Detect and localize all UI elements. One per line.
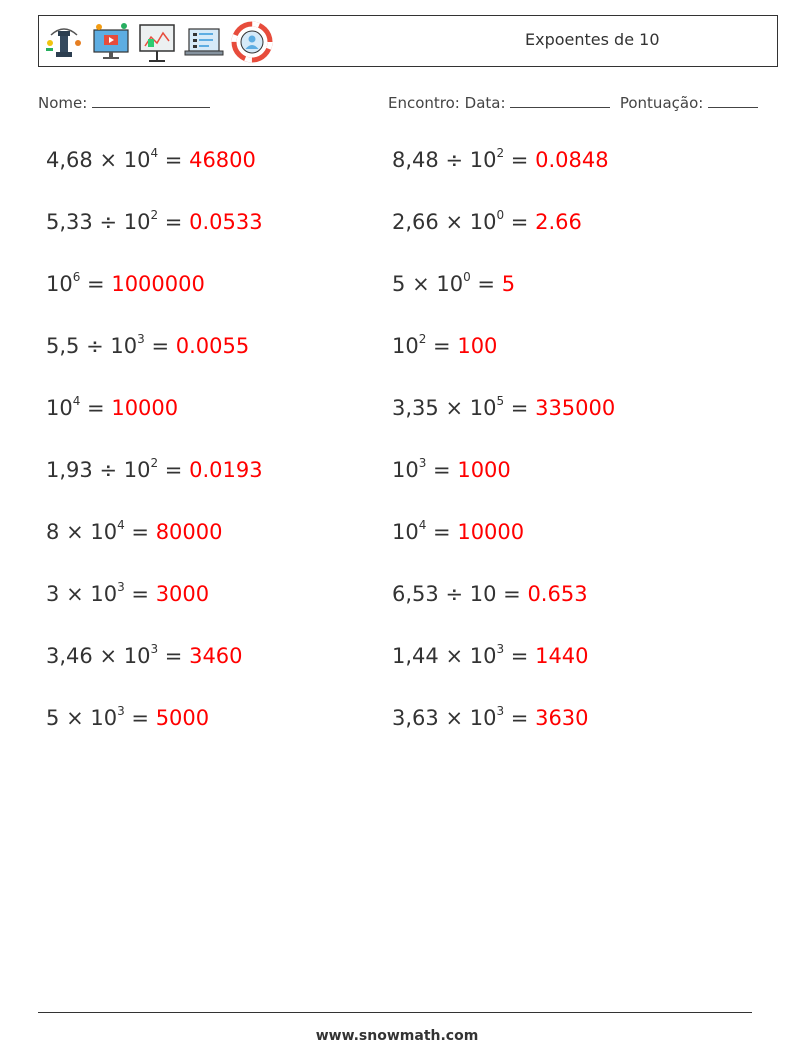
problem-base: 5,5 [46, 334, 80, 358]
exponent: 6 [72, 270, 81, 284]
power-base: 10 [123, 210, 151, 234]
problem-operator: ÷ [99, 210, 118, 234]
score-blank [708, 93, 758, 108]
problem-item: $3,35 \times 10^5 = 335000$ [392, 394, 616, 420]
power-base: 10 [90, 706, 118, 730]
video-screen-icon [91, 21, 131, 63]
answer: 335000 [535, 396, 616, 420]
answer: 5 [501, 272, 516, 296]
power-base: 10 [469, 582, 497, 606]
answer: 2.66 [535, 210, 582, 234]
answer: 0.0533 [189, 210, 263, 234]
problem-item: $10^3 = 1000$ [392, 456, 511, 482]
answer: 46800 [189, 148, 256, 172]
power-base: 10 [110, 334, 138, 358]
problem-operator: × [445, 644, 464, 668]
power-base: 10 [392, 520, 419, 544]
problem-operator: × [66, 582, 84, 606]
problem-base: 5,33 [46, 210, 93, 234]
problem-operator: × [445, 396, 464, 420]
header-box [38, 15, 778, 67]
exponent: 2 [418, 332, 427, 346]
problem-item: $8 \times 10^4 = 80000$ [46, 518, 223, 544]
problem-item: $3,63 \times 10^3 = 3630$ [392, 704, 589, 730]
exponent: 0 [496, 208, 505, 222]
problem-item: $1,44 \times 10^3 = 1440$ [392, 642, 589, 668]
power-base: 10 [392, 334, 419, 358]
problem-operator: ÷ [86, 334, 104, 358]
answer: 1000 [457, 458, 511, 482]
footer-divider [38, 1012, 752, 1013]
problem-item: $2,66 \times 10^0 = 2.66$ [392, 208, 582, 234]
problem-item: $8,48 \div 10^2 = 0.0848$ [392, 146, 609, 172]
problem-operator: × [99, 148, 118, 172]
name-field [38, 93, 210, 112]
answer: 3460 [189, 644, 243, 668]
problem-base: 6,53 [392, 582, 439, 606]
power-base: 10 [90, 520, 118, 544]
problem-operator: × [66, 706, 84, 730]
answer: 10000 [457, 520, 525, 544]
problem-base: 2,66 [392, 210, 439, 234]
problem-base: 5 [392, 272, 406, 296]
problem-operator: × [99, 644, 118, 668]
problem-item: $1,93 \div 10^2 = 0.0193$ [46, 456, 263, 482]
problem-base: 4,68 [46, 148, 93, 172]
answer: 3630 [535, 706, 589, 730]
exponent: 3 [137, 332, 145, 346]
problem-base: 3,35 [392, 396, 439, 420]
exponent: 2 [150, 456, 159, 470]
exponent: 0 [463, 270, 471, 284]
exponent: 4 [150, 146, 159, 160]
page-title: Expoentes de 10 [525, 30, 660, 49]
power-base: 10 [46, 396, 73, 420]
problem-operator: × [445, 706, 464, 730]
problem-base: 3,46 [46, 644, 93, 668]
problem-operator: ÷ [445, 148, 464, 172]
exponent: 4 [72, 394, 81, 408]
answer: 0.0055 [175, 334, 250, 358]
problem-base: 3 [46, 582, 60, 606]
answer: 80000 [155, 520, 223, 544]
score-label: Pontuação: [619, 94, 704, 112]
answer: 0.0848 [535, 148, 609, 172]
header-icons [43, 20, 273, 64]
answer: 5000 [155, 706, 210, 730]
name-label: Nome: [38, 94, 88, 112]
problem-item: 6,53 ÷ 10 = 0.653 [392, 582, 588, 606]
chess-rook-icon [43, 21, 85, 63]
problem-item: $10^6 = 1000000$ [46, 270, 205, 296]
power-base: 10 [436, 272, 464, 296]
problem-item: $4,68 \times 10^4 = 46800$ [46, 146, 256, 172]
problem-item: $5 \times 10^3 = 5000$ [46, 704, 210, 730]
lifebuoy-user-icon [231, 21, 273, 63]
answer: 10000 [111, 396, 179, 420]
problem-item: $5,33 \div 10^2 = 0.0533$ [46, 208, 263, 234]
problem-item: $5,5 \div 10^3 = 0.0055$ [46, 332, 250, 358]
encounter-date-score [388, 93, 758, 112]
problem-item: $10^4 = 10000$ [46, 394, 179, 420]
exponent: 3 [150, 642, 159, 656]
power-base: 10 [123, 458, 151, 482]
answer: 100 [457, 334, 498, 358]
power-base: 10 [469, 706, 497, 730]
power-base: 10 [469, 644, 497, 668]
power-base: 10 [469, 210, 497, 234]
exponent: 4 [117, 518, 125, 532]
problem-base: 3,63 [392, 706, 439, 730]
answer: 3000 [155, 582, 210, 606]
footer-site: www.snowmath.com [315, 1028, 479, 1044]
answer: 1440 [535, 644, 589, 668]
power-base: 10 [123, 148, 151, 172]
power-base: 10 [469, 396, 497, 420]
laptop-checklist-icon [183, 21, 225, 63]
problem-item: $3 \times 10^3 = 3000$ [46, 580, 210, 606]
problem-base: 5 [46, 706, 60, 730]
power-base: 10 [46, 272, 73, 296]
problem-base: 8,48 [392, 148, 439, 172]
problem-operator: ÷ [99, 458, 118, 482]
exponent: 3 [117, 580, 125, 594]
power-base: 10 [392, 458, 419, 482]
problem-operator: ÷ [445, 582, 464, 606]
exponent: 2 [496, 146, 505, 160]
problem-item: $10^2 = 100$ [392, 332, 498, 358]
problem-item: $3,46 \times 10^3 = 3460$ [46, 642, 243, 668]
date-blank [510, 93, 610, 108]
name-blank [92, 93, 210, 108]
exponent: 5 [496, 394, 505, 408]
problem-base: 1,93 [46, 458, 93, 482]
exponent: 3 [418, 456, 427, 470]
power-base: 10 [123, 644, 151, 668]
exponent: 2 [150, 208, 159, 222]
power-base: 10 [90, 582, 118, 606]
answer: 1000000 [111, 272, 205, 296]
problem-base: 8 [46, 520, 60, 544]
encounter-label: Encontro: [388, 94, 460, 112]
exponent: 3 [117, 704, 125, 718]
exponent: 3 [496, 704, 505, 718]
power-base: 10 [469, 148, 497, 172]
presentation-board-icon [137, 21, 177, 63]
problem-item: $5 \times 10^0 = 5$ [392, 270, 516, 296]
problem-operator: × [66, 520, 84, 544]
exponent: 3 [496, 642, 505, 656]
answer: 0.0193 [189, 458, 263, 482]
problem-item: $10^4 = 10000$ [392, 518, 525, 544]
problem-operator: × [412, 272, 430, 296]
exponent: 4 [418, 518, 427, 532]
date-label: Data: [464, 94, 506, 112]
answer: 0.653 [527, 582, 588, 606]
problem-base: 1,44 [392, 644, 439, 668]
problem-operator: × [445, 210, 464, 234]
